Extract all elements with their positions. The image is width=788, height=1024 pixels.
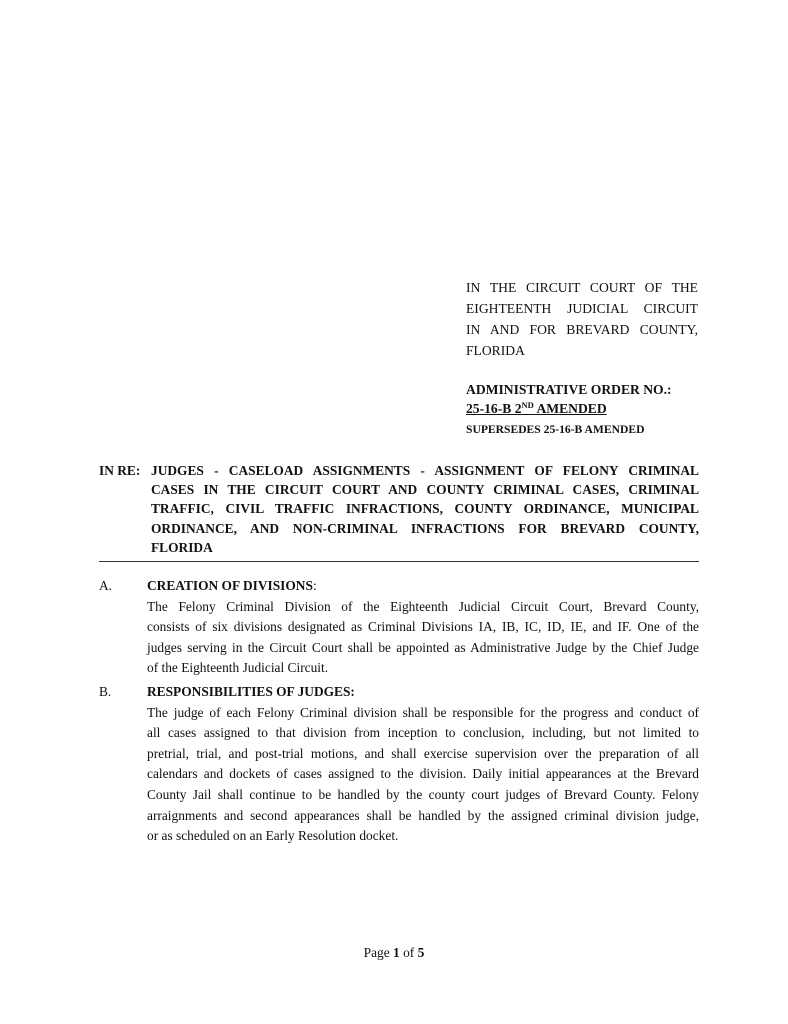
section-creation-of-divisions	[99, 576, 699, 679]
heading-divider	[99, 561, 699, 562]
court-caption-line: FLORIDA	[466, 343, 525, 358]
paragraph-line: of the Eighteenth Judicial Circuit.	[147, 660, 329, 676]
paragraph-line: consists of six divisions designated as Criminal Divisions IA, IB, IC, ID, IE, and IF. One of the	[147, 619, 699, 635]
order-number-suffix: AMENDED	[533, 401, 607, 416]
in-re-label: IN RE:	[99, 463, 141, 478]
paragraph-line: all cases assigned to that division from inception to conclusion, including, but not limited to	[147, 725, 699, 741]
order-number	[466, 399, 726, 418]
in-re-line: ORDINANCE, AND NON-CRIMINAL INFRACTIONS FOR BREVARD COUNTY,	[151, 520, 699, 536]
page-word: Page	[363, 945, 390, 960]
in-re-line: CASES IN THE CIRCUIT COURT AND COUNTY CRIMINAL CASES, CRIMINAL	[151, 482, 699, 498]
section-title-suffix: :	[312, 578, 317, 593]
court-caption-line: EIGHTEENTH JUDICIAL CIRCUIT	[466, 301, 698, 316]
section-title: RESPONSIBILITIES OF JUDGES:	[147, 684, 355, 699]
section-letter: B.	[99, 684, 112, 699]
paragraph-line: The judge of each Felony Criminal division shall be responsible for the progress and conduct of	[147, 704, 699, 720]
total-page-count: 5	[417, 945, 425, 960]
paragraph-line: arraignments and second appearances shall be handled by the assigned criminal division judge,	[147, 807, 699, 823]
current-page-number: 1	[393, 945, 400, 960]
paragraph-line: judges serving in the Circuit Court shall be appointed as Administrative Judge by the Chief Judge	[147, 639, 699, 655]
in-re-heading	[99, 461, 699, 557]
paragraph-line: or as scheduled on an Early Resolution docket.	[147, 828, 399, 844]
in-re-line: FLORIDA	[151, 539, 213, 555]
court-caption	[466, 277, 698, 361]
in-re-line: JUDGES - CASELOAD ASSIGNMENTS - ASSIGNMENT OF FELONY CRIMINAL	[151, 463, 699, 478]
paragraph-line: pretrial, trial, and post-trial motions, and shall exercise supervision over the preparation of all	[147, 745, 699, 761]
order-number-block	[466, 380, 726, 439]
paragraph-line: County Jail shall continue to be handled by the county court judges of Brevard County. Felony	[147, 786, 699, 802]
section-letter: A.	[99, 578, 113, 593]
in-re-line: TRAFFIC, CIVIL TRAFFIC INFRACTIONS, COUNTY ORDINANCE, MUNICIPAL	[151, 501, 699, 517]
court-caption-line: IN AND FOR BREVARD COUNTY,	[466, 322, 698, 337]
section-title: CREATION OF DIVISIONS	[147, 578, 313, 593]
page-footer	[0, 945, 788, 961]
paragraph-line: calendars and dockets of cases assigned to the division. Daily initial appearances at the Brevard	[147, 766, 699, 782]
order-number-prefix: 25-16-B 2	[466, 401, 522, 416]
court-caption-line: IN THE CIRCUIT COURT OF THE	[466, 280, 698, 295]
order-number-superscript: ND	[521, 400, 534, 410]
of-word: of	[403, 945, 415, 960]
supersedes-note: SUPERSEDES 25-16-B AMENDED	[466, 423, 645, 436]
section-responsibilities-of-judges	[99, 682, 699, 847]
order-label: ADMINISTRATIVE ORDER NO.:	[466, 382, 672, 397]
paragraph-line: The Felony Criminal Division of the Eighteenth Judicial Circuit Court, Brevard County,	[147, 598, 699, 614]
